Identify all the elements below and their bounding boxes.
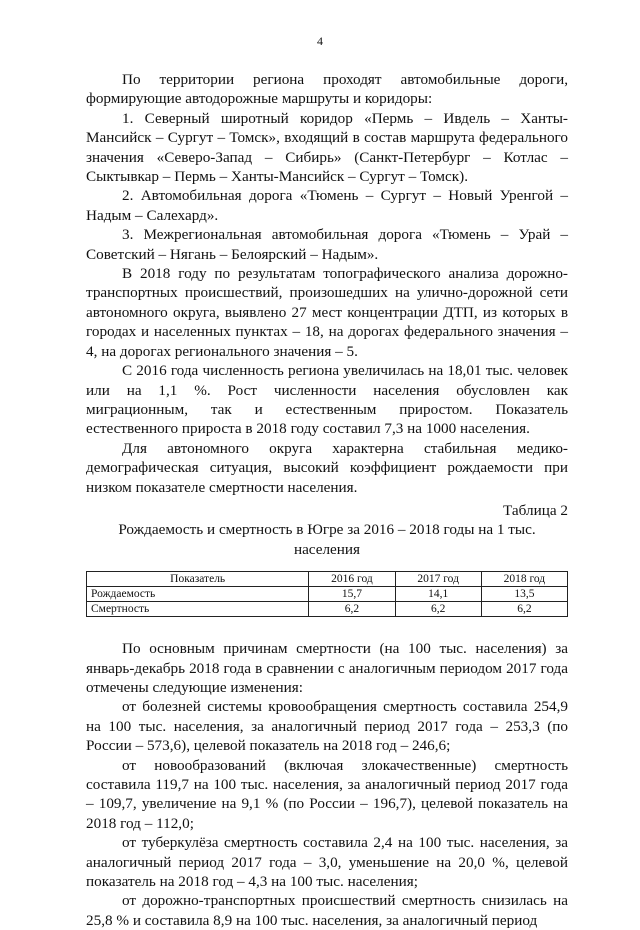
table-cell: 6,2 — [309, 602, 395, 617]
paragraph-road-1: 1. Северный широтный коридор «Пермь – Ивдель – Ханты-Мансийск – Сургут – Томск», входящий в состав маршрута федерального значения «Северо-Запад – Сибирь» (Санкт-Петербург – Котлас – Сыктывкар – Пермь – Ханты-Мансийск – Сургут – Томск). — [86, 109, 568, 186]
table-cell: 6,2 — [481, 602, 567, 617]
table-cell: Рождаемость — [87, 587, 309, 602]
table-header-cell: Показатель — [87, 572, 309, 587]
paragraph-demography: Для автономного округа характерна стабильная медико-демографическая ситуация, высокий коэффициент рождаемости при низком показателе смертности населения. — [86, 439, 568, 496]
table-cell: 13,5 — [481, 587, 567, 602]
paragraph-mortality-circulatory: от болезней системы кровообращения смертность составила 254,9 на 100 тыс. населения, за аналогичный период 2017 года – 253,3 (по России – 573,6), целевой показатель на 2018 год – 246,6; — [86, 698, 568, 755]
paragraph-mortality-traffic: от дорожно-транспортных происшествий смертность снизилась на 25,8 % и составила 8,9 на 100 тыс. населения, за аналогичный период — [86, 892, 568, 929]
paragraph-population: С 2016 года численность региона увеличилась на 18,01 тыс. человек или на 1,1 %. Рост численности населения обусловлен как миграционным, так и естественным приростом. Показатель естественного прироста в 2018 году составил 7,3 на 1000 населения. — [86, 362, 568, 438]
table-header-cell: 2018 год — [481, 572, 567, 587]
paragraph-mortality-tuberculosis: от туберкулёза смертность составила 2,4 на 100 тыс. населения, за аналогичный период 2017 года – 3,0, уменьшение на 20,0 %, целевой показатель на 2018 год – 4,3 на 100 тыс. населения; — [86, 834, 568, 891]
birth-death-table — [86, 571, 568, 617]
table-cell: Смертность — [87, 602, 309, 617]
paragraph-accidents: В 2018 году по результатам топографического анализа дорожно-транспортных происшествий, произошедших на улично-дорожной сети автономного округа, выявлено 27 мест концентрации ДТП, из которых в городах и населенных пунктах – 18, на дорогах федерального значения – 4, на дорогах регионального значения – 5. — [86, 265, 568, 360]
table-row — [87, 602, 568, 617]
page-number: 4 — [317, 34, 323, 48]
table-label: Таблица 2 — [503, 501, 568, 519]
table-header-row — [87, 572, 568, 587]
document-body — [86, 70, 568, 930]
table-header-cell: 2017 год — [395, 572, 481, 587]
paragraph-mortality-intro: По основным причинам смертности (на 100 тыс. населения) за январь-декабрь 2018 года в сравнении с аналогичным периодом 2017 года отмечены следующие изменения: — [86, 640, 568, 696]
paragraph-road-3: 3. Межрегиональная автомобильная дорога «Тюмень – Урай – Советский – Нягань – Белоярский – Надым». — [86, 226, 568, 263]
table-cell: 14,1 — [395, 587, 481, 602]
table-row — [87, 587, 568, 602]
table-cell: 6,2 — [395, 602, 481, 617]
table-title: Рождаемость и смертность в Югре за 2016 – 2018 годы на 1 тыс. населения — [118, 521, 536, 558]
table-cell: 15,7 — [309, 587, 395, 602]
paragraph-mortality-neoplasms: от новообразований (включая злокачественные) смертность составила 119,7 на 100 тыс. населения, за аналогичный период 2017 года – 109,7, увеличение на 9,1 % (по России – 196,7), целевой показатель на 2018 год – 112,0; — [86, 756, 568, 832]
table-header-cell: 2016 год — [309, 572, 395, 587]
paragraph-road-2: 2. Автомобильная дорога «Тюмень – Сургут – Новый Уренгой – Надым – Салехард». — [86, 187, 568, 224]
paragraph-roads-intro: По территории региона проходят автомобильные дороги, формирующие автодорожные маршруты и коридоры: — [86, 71, 568, 108]
